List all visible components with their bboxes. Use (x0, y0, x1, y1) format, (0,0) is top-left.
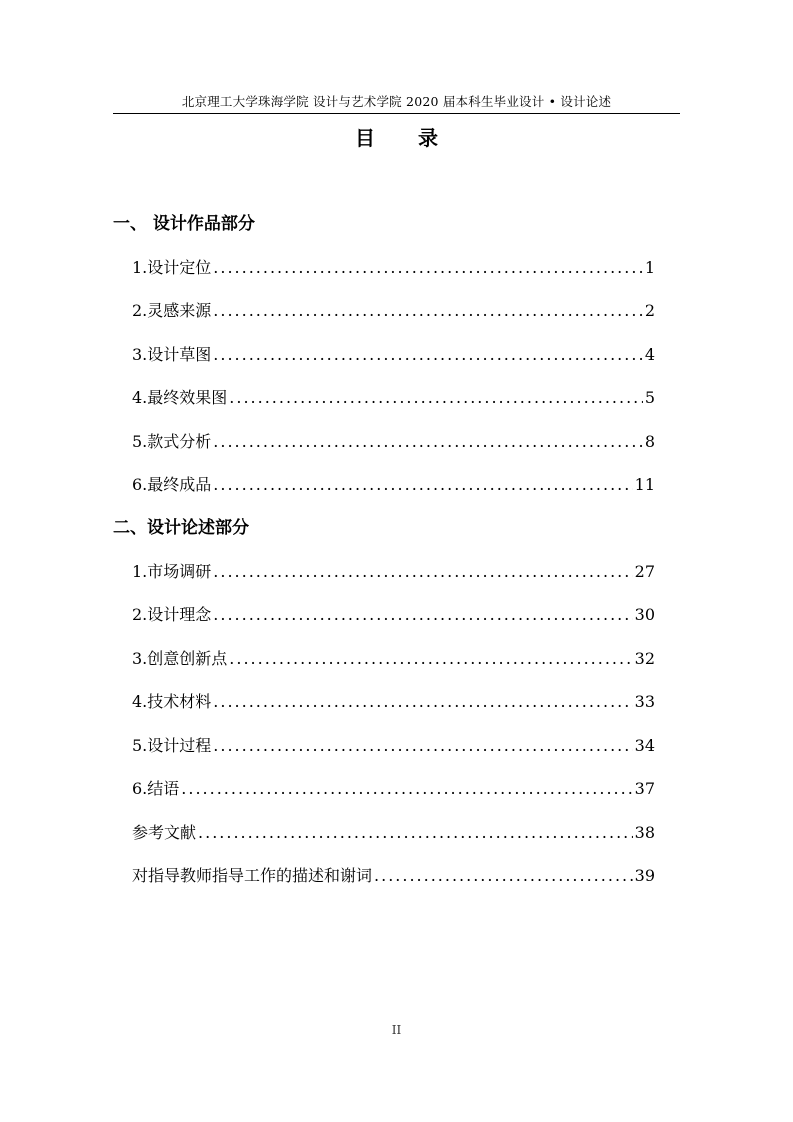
toc-entry-page: 38 (634, 823, 655, 842)
dot-leader (229, 648, 632, 670)
dot-leader (213, 604, 632, 626)
toc-entry-label: 参考文献 (132, 823, 197, 842)
toc-entry-label: 5.设计过程 (132, 736, 212, 755)
page-number: II (391, 1023, 402, 1037)
toc-entry[interactable] (132, 387, 655, 409)
dot-leader (213, 735, 632, 757)
toc-entry-label: 对指导教师指导工作的描述和谢词 (132, 866, 373, 885)
toc-entry[interactable] (132, 561, 655, 583)
dot-leader (213, 344, 643, 366)
toc-entry[interactable] (132, 344, 655, 366)
toc-entry-label: 5.款式分析 (132, 432, 212, 451)
toc-entry-label: 4.最终效果图 (132, 388, 228, 407)
toc-entry-label: 2.设计理念 (132, 605, 212, 624)
toc-entry[interactable] (132, 865, 655, 887)
dot-leader (229, 387, 643, 409)
dot-leader (213, 474, 632, 496)
toc-entry-page: 32 (634, 649, 655, 668)
header-rule (113, 113, 680, 114)
dot-leader (213, 691, 632, 713)
toc-title: 目 录 (355, 126, 456, 150)
toc-entry[interactable] (132, 604, 655, 626)
toc-entry-page: 1 (644, 258, 655, 277)
toc-entry[interactable] (132, 648, 655, 670)
toc-entry-page: 37 (634, 779, 655, 798)
running-header: 北京理工大学珠海学院 设计与艺术学院 2020 届本科生毕业设计 • 设计论述 (181, 94, 612, 109)
toc-entry-label: 3.设计草图 (132, 345, 212, 364)
toc-entry-page: 4 (644, 345, 655, 364)
section-heading-design-thesis: 二、设计论述部分 (113, 518, 249, 538)
dot-leader (213, 561, 632, 583)
toc-entry-label: 3.创意创新点 (132, 649, 228, 668)
toc-entry-label: 1.设计定位 (132, 258, 212, 277)
toc-entry-label: 6.最终成品 (132, 475, 212, 494)
dot-leader (181, 778, 632, 800)
toc-entry-page: 11 (634, 475, 655, 494)
toc-entry[interactable] (132, 822, 655, 844)
toc-entry-page: 34 (634, 736, 655, 755)
dot-leader (374, 865, 633, 887)
dot-leader (213, 257, 643, 279)
dot-leader (198, 822, 633, 844)
toc-entry-page: 2 (644, 301, 655, 320)
toc-entry-label: 6.结语 (132, 779, 180, 798)
toc-entry[interactable] (132, 431, 655, 453)
toc-entry[interactable] (132, 691, 655, 713)
toc-entry[interactable] (132, 474, 655, 496)
section-heading-design-works: 一、 设计作品部分 (113, 214, 255, 234)
toc-entry-page: 30 (634, 605, 655, 624)
toc-entry[interactable] (132, 300, 655, 322)
toc-entry-page: 27 (634, 562, 655, 581)
dot-leader (213, 300, 643, 322)
toc-entry-page: 33 (634, 692, 655, 711)
toc-entry[interactable] (132, 257, 655, 279)
toc-entry-page: 39 (634, 866, 655, 885)
toc-entry-label: 2.灵感来源 (132, 301, 212, 320)
toc-entry-label: 4.技术材料 (132, 692, 212, 711)
dot-leader (213, 431, 643, 453)
toc-entry[interactable] (132, 778, 655, 800)
toc-entry-label: 1.市场调研 (132, 562, 212, 581)
toc-entry-page: 5 (644, 388, 655, 407)
toc-entry-page: 8 (644, 432, 655, 451)
toc-entry[interactable] (132, 735, 655, 757)
